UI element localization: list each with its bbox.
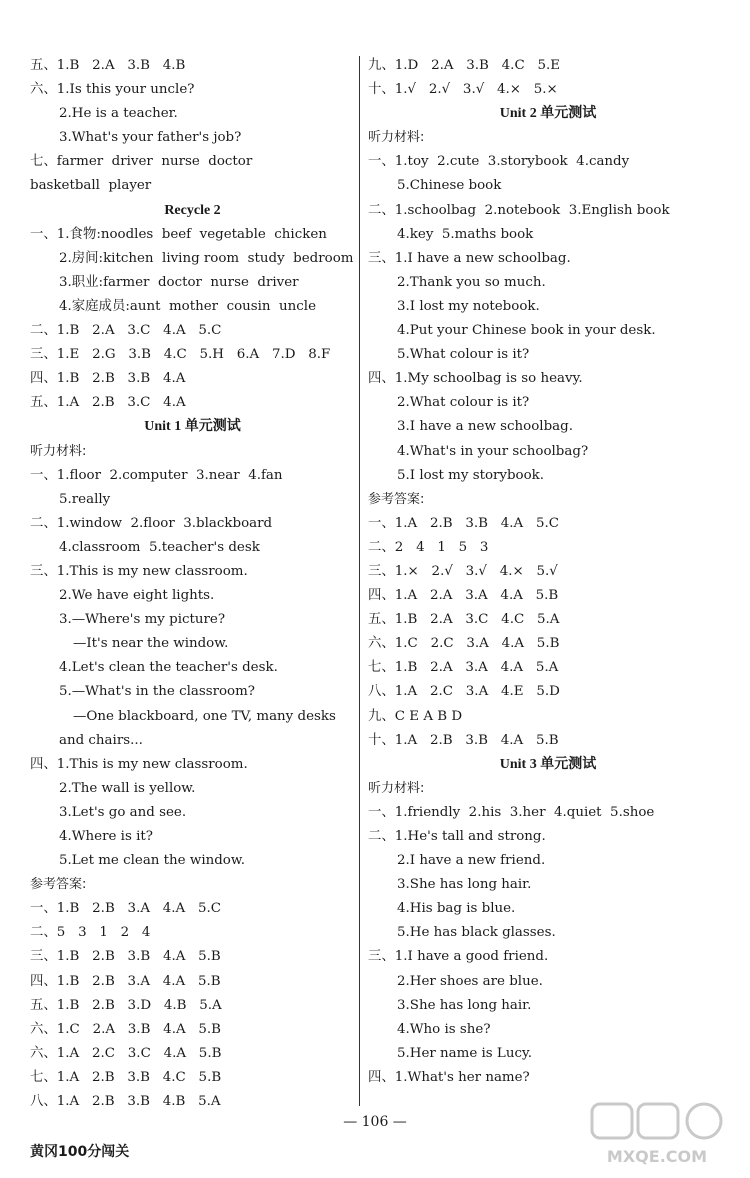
answer-line: 3.Let's go and see. — [59, 804, 187, 820]
answer-line: 5.Chinese book — [397, 178, 502, 194]
answer-line: 5.Let me clean the window. — [59, 853, 245, 869]
answer-line: 七、1.B 2.A 3.A 4.A 5.A — [368, 660, 559, 676]
answer-line: 一、1.toy 2.cute 3.storybook 4.candy — [368, 154, 630, 170]
answer-line: 三、1.E 2.G 3.B 4.C 5.H 6.A 7.D 8.F — [30, 347, 331, 363]
answer-line: 二、2 4 1 5 3 — [368, 539, 489, 555]
answer-line: 七、1.A 2.B 3.B 4.C 5.B — [30, 1069, 222, 1085]
answer-line: 十、1.√ 2.√ 3.√ 4.× 5.× — [368, 82, 558, 98]
answer-line: 2.Thank you so much. — [397, 274, 546, 290]
answer-line: 一、1.B 2.B 3.A 4.A 5.C — [30, 901, 222, 917]
answer-line: 3.She has long hair. — [397, 997, 532, 1013]
answer-line: 三、1.I have a good friend. — [368, 949, 549, 965]
answer-line: 4.Let's clean the teacher's desk. — [59, 660, 278, 676]
answer-line: —One blackboard, one TV, many desks — [73, 708, 336, 724]
answer-line: 五、1.A 2.B 3.C 4.A — [30, 395, 186, 411]
answer-line: 5.Her name is Lucy. — [397, 1045, 532, 1061]
answer-line: 4.Who is she? — [397, 1021, 491, 1037]
answer-line: 2.I have a new friend. — [397, 853, 546, 869]
answer-line: 4.key 5.maths book — [397, 226, 534, 242]
answer-line: 3.I have a new schoolbag. — [397, 419, 573, 435]
answer-line: 八、1.A 2.C 3.A 4.E 5.D — [368, 684, 560, 700]
answer-line: 六、1.Is this your uncle? — [30, 82, 195, 98]
answer-line: 2.What colour is it? — [397, 395, 530, 411]
section-heading: Recycle 2 — [164, 202, 221, 218]
answer-line: 四、1.A 2.A 3.A 4.A 5.B — [368, 588, 559, 604]
answer-line: 二、1.schoolbag 2.notebook 3.English book — [368, 202, 670, 218]
answer-line: 五、1.B 2.A 3.B 4.B — [30, 58, 186, 73]
column-divider — [359, 56, 360, 1106]
section-heading: Unit 2 单元测试 — [499, 106, 597, 122]
answer-line: 2.The wall is yellow. — [59, 780, 196, 796]
answer-line: 一、1.食物:noodles beef vegetable chicken — [30, 226, 327, 242]
answer-line: 三、1.I have a new schoolbag. — [368, 250, 571, 266]
answer-line: 五、1.B 2.A 3.C 4.C 5.A — [368, 612, 560, 628]
section-label: 听力材料: — [368, 130, 425, 146]
watermark-logo-icon — [582, 1100, 732, 1170]
section-label: 参考答案: — [30, 877, 87, 893]
section-heading: Unit 3 单元测试 — [499, 756, 597, 772]
answer-line: 5.I lost my storybook. — [397, 467, 545, 483]
answer-line: 四、1.My schoolbag is so heavy. — [368, 371, 583, 387]
right-column — [368, 54, 728, 1090]
answer-line: 三、1.× 2.√ 3.√ 4.× 5.√ — [368, 563, 558, 579]
answer-line: 四、1.B 2.B 3.A 4.A 5.B — [30, 973, 221, 989]
answer-line: 九、1.D 2.A 3.B 4.C 5.E — [368, 58, 561, 73]
answer-line: 5.What colour is it? — [397, 347, 530, 363]
answer-line: 2.房间:kitchen living room study bedroom — [59, 250, 354, 266]
answer-line: 5.really — [59, 491, 111, 507]
book-brand: 黄冈100分闯关 — [30, 1144, 130, 1160]
answer-line: 三、1.This is my new classroom. — [30, 563, 248, 579]
answer-line: 四、1.This is my new classroom. — [30, 756, 248, 772]
answer-line: 七、farmer driver nurse doctor — [30, 154, 253, 170]
answer-line: 六、1.C 2.A 3.B 4.A 5.B — [30, 1021, 222, 1037]
answer-line: 2.He is a teacher. — [59, 106, 178, 122]
answer-line: 十、1.A 2.B 3.B 4.A 5.B — [368, 732, 559, 748]
answer-line: 5.He has black glasses. — [397, 925, 556, 941]
answer-line: basketball player — [30, 178, 152, 194]
answer-line: 三、1.B 2.B 3.B 4.A 5.B — [30, 949, 221, 965]
section-heading: Unit 1 单元测试 — [144, 419, 241, 435]
answer-line: 二、1.window 2.floor 3.blackboard — [30, 515, 273, 531]
section-label: 参考答案: — [368, 491, 425, 507]
section-label: 听力材料: — [30, 443, 87, 459]
answer-line: 五、1.B 2.B 3.D 4.B 5.A — [30, 997, 222, 1013]
answer-line: 二、1.He's tall and strong. — [368, 829, 546, 844]
answer-line: 四、1.What's her name? — [368, 1069, 530, 1085]
answer-line: 二、1.B 2.A 3.C 4.A 5.C — [30, 323, 222, 339]
answer-line: —It's near the window. — [73, 636, 229, 652]
left-column — [30, 54, 355, 1114]
answer-line: 六、1.A 2.C 3.C 4.A 5.B — [30, 1045, 222, 1061]
answer-line: 3.—Where's my picture? — [59, 612, 225, 628]
answer-line: 2.Her shoes are blue. — [397, 973, 543, 989]
answer-line: 一、1.friendly 2.his 3.her 4.quiet 5.shoe — [368, 804, 655, 820]
answer-line: 4.What's in your schoolbag? — [397, 443, 589, 459]
page-number: — 106 — — [343, 1114, 407, 1130]
answer-line: 4.Put your Chinese book in your desk. — [397, 323, 656, 339]
answer-line: 3.What's your father's job? — [59, 130, 242, 146]
answer-line: 四、1.B 2.B 3.B 4.A — [30, 371, 186, 387]
watermark-text: MXQE.COM — [606, 1147, 708, 1166]
answer-line: 4.家庭成员:aunt mother cousin uncle — [59, 298, 317, 314]
answer-line: 3.I lost my notebook. — [397, 298, 540, 314]
section-label: 听力材料: — [368, 780, 425, 796]
answer-line: 一、1.floor 2.computer 3.near 4.fan — [30, 467, 283, 483]
answer-line: 5.—What's in the classroom? — [59, 684, 255, 700]
answer-line: 4.His bag is blue. — [397, 901, 516, 917]
answer-line: 4.Where is it? — [59, 829, 153, 844]
answer-line: 二、5 3 1 2 4 — [30, 925, 151, 941]
answer-line: 2.We have eight lights. — [59, 588, 215, 604]
answer-line: 一、1.A 2.B 3.B 4.A 5.C — [368, 515, 560, 531]
answer-line: 六、1.C 2.C 3.A 4.A 5.B — [368, 636, 560, 652]
answer-line: 3.职业:farmer doctor nurse driver — [59, 274, 299, 290]
answer-line: 3.She has long hair. — [397, 877, 532, 893]
answer-line: 九、C E A B D — [368, 708, 463, 724]
answer-line: 八、1.A 2.B 3.B 4.B 5.A — [30, 1094, 221, 1110]
answer-line: and chairs... — [59, 732, 143, 748]
answer-line: 4.classroom 5.teacher's desk — [59, 539, 260, 555]
